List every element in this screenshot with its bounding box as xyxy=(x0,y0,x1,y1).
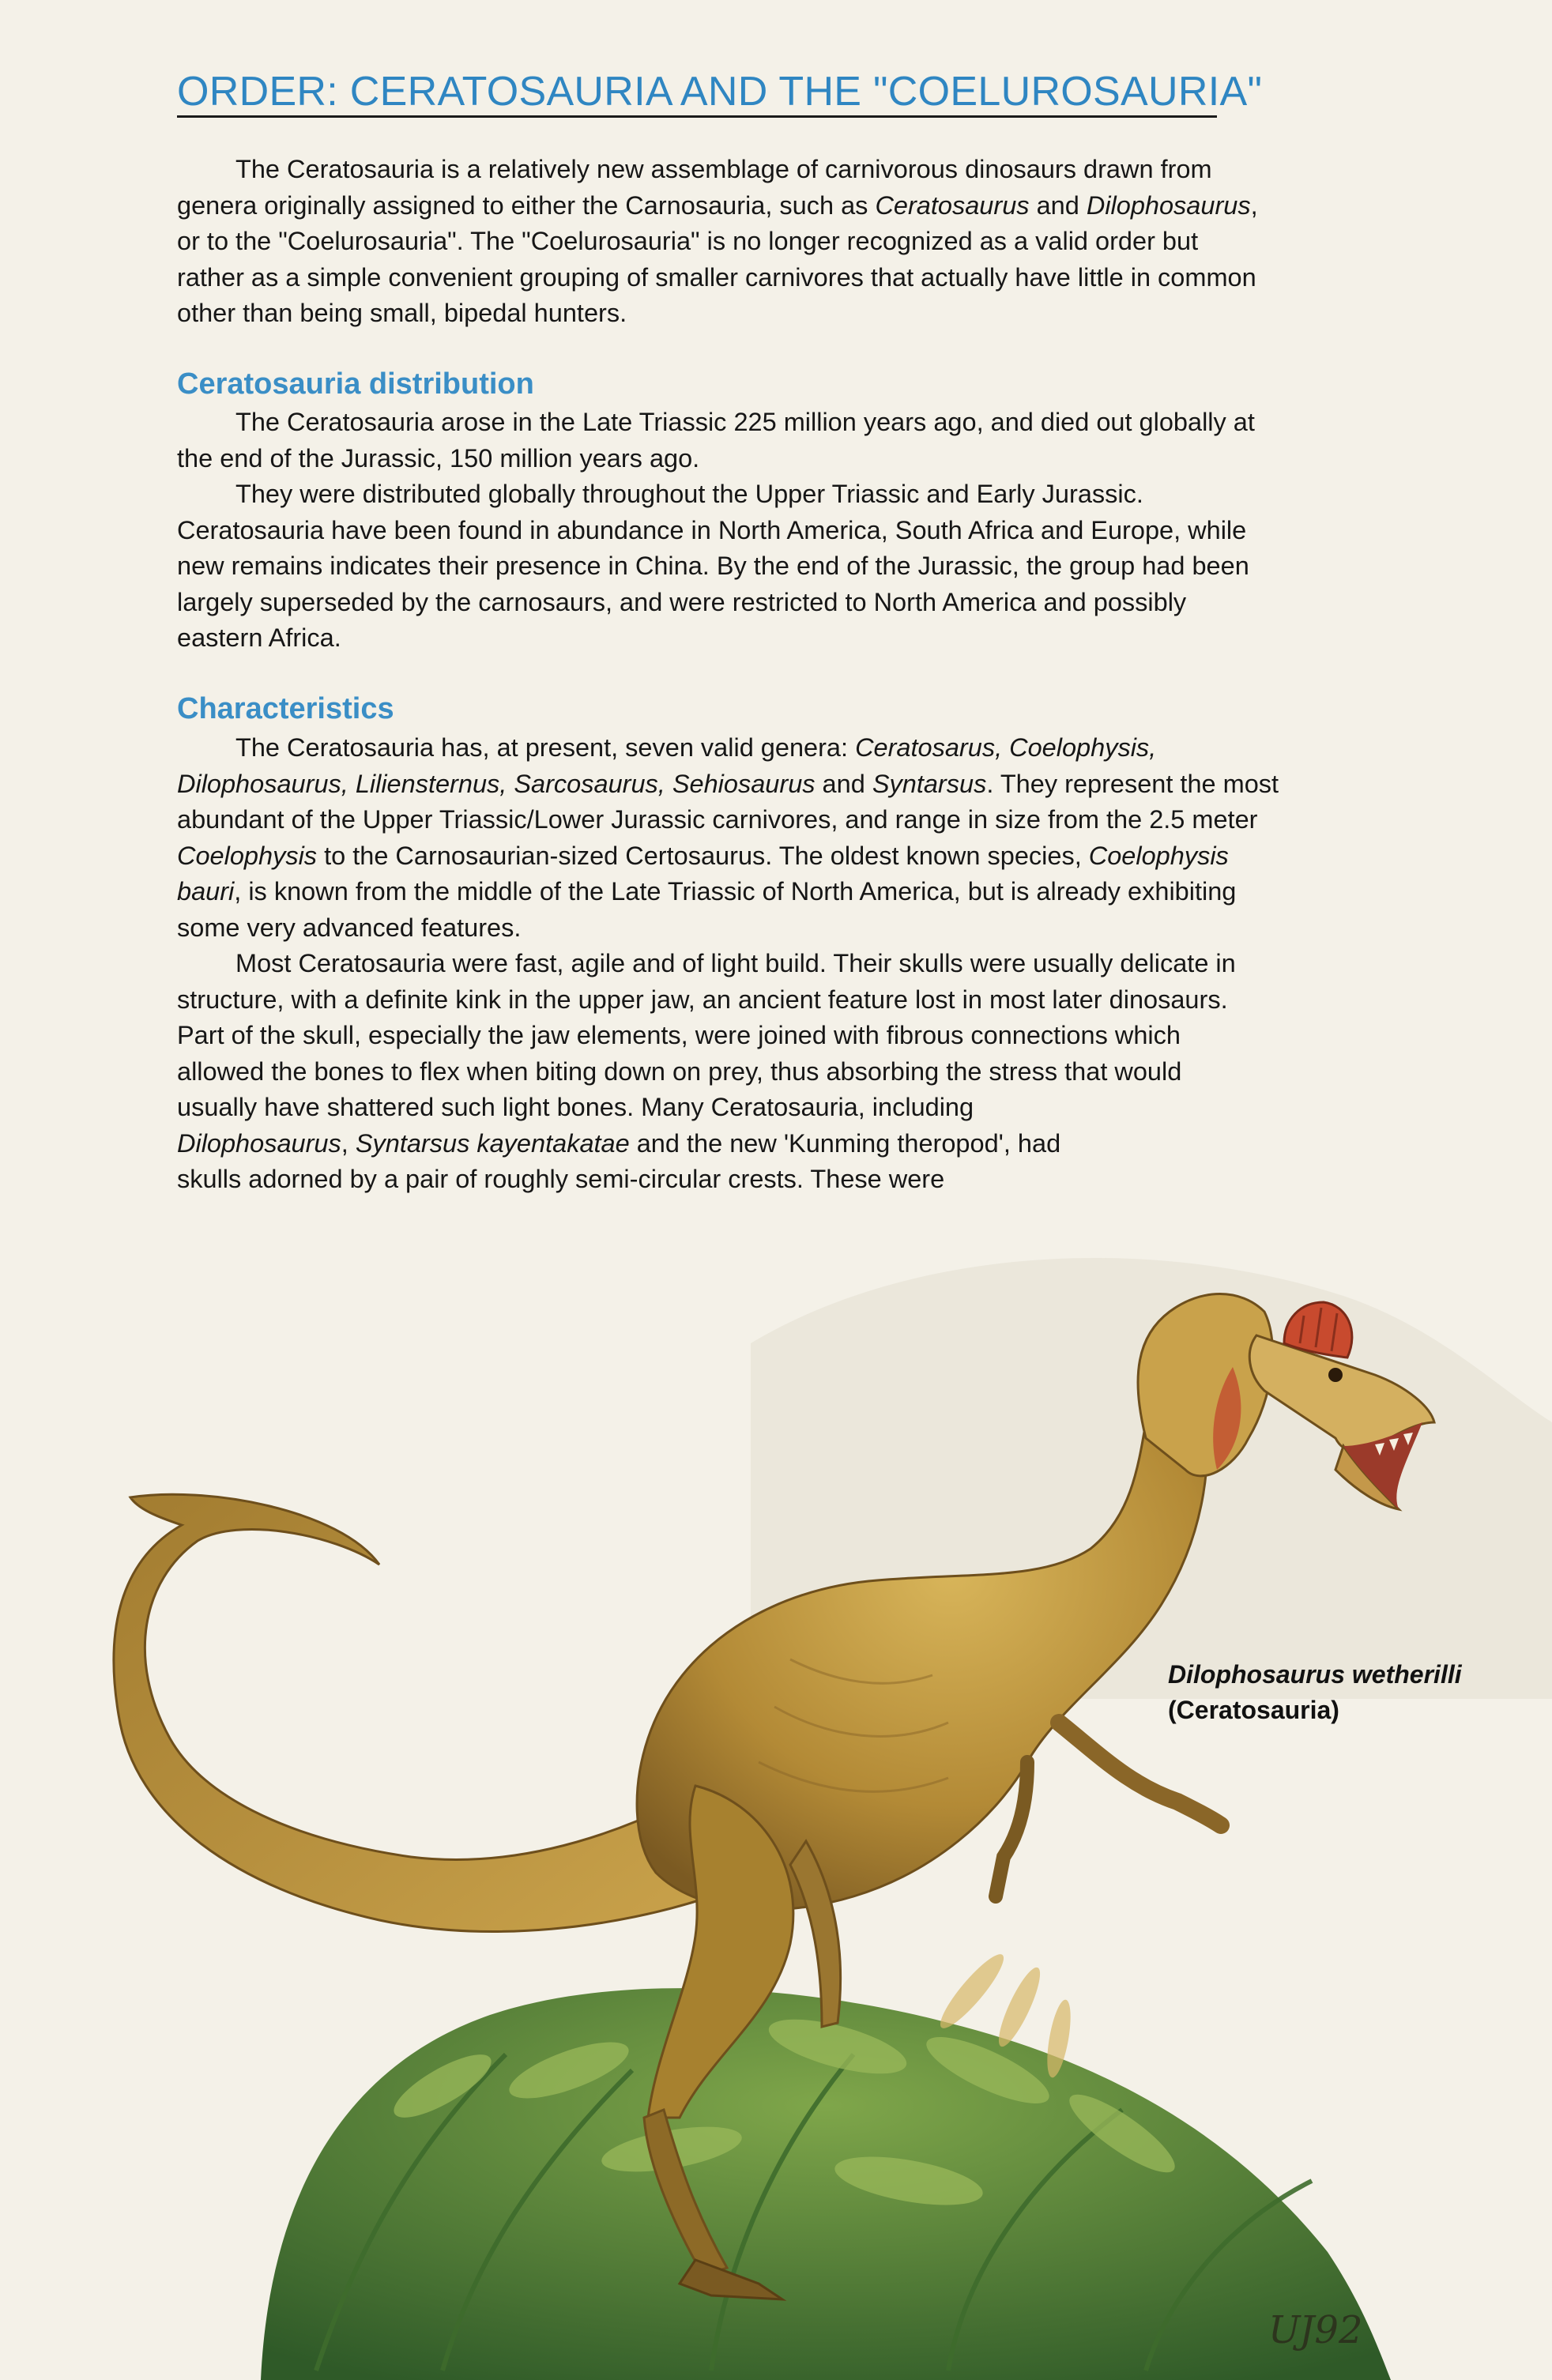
intro-line: or to the "Coelurosauria". The "Coelurosauria" is no longer recognized as a valid order but xyxy=(177,227,1199,255)
intro-line: other than being small, bipedal hunters. xyxy=(177,299,627,327)
intro-line: The Ceratosauria is a relatively new assemblage of carnivorous dinosaurs drawn from xyxy=(235,155,1212,183)
dilophosaurus-illustration xyxy=(0,1185,1552,2380)
characteristics-line: skulls adorned by a pair of roughly semi-circular crests. These were xyxy=(177,1165,945,1193)
dinosaur-arm-front xyxy=(1059,1723,1221,1825)
distribution-line: new remains indicates their presence in China. By the end of the Jurassic, the group had been xyxy=(177,552,1249,580)
characteristics-text xyxy=(177,730,1489,1198)
distribution-line: eastern Africa. xyxy=(177,623,341,652)
intro-line: genera originally assigned to either the Carnosauria, such as Ceratosaurus and Dilophosaurus, xyxy=(177,190,1258,220)
distribution-line: the end of the Jurassic, 150 million years ago. xyxy=(177,443,700,473)
distribution-line: They were distributed globally throughout the Upper Triassic and Early Jurassic. xyxy=(235,480,1143,508)
caption-species: Dilophosaurus wetherilli xyxy=(1168,1660,1462,1689)
characteristics-line: Coelophysis to the Carnosaurian-sized Certosaurus. The oldest known species, Coelophysis xyxy=(177,841,1229,870)
section-heading-distribution: Ceratosauria distribution xyxy=(177,367,534,401)
figure-caption xyxy=(1168,1657,1539,1728)
characteristics-line: some very advanced features. xyxy=(177,913,522,942)
distribution-text xyxy=(177,405,1489,657)
artist-signature: UJ92 xyxy=(1268,2308,1363,2352)
characteristics-line: allowed the bones to flex when biting down on prey, thus absorbing the stress that would xyxy=(177,1056,1182,1086)
distribution-line: largely superseded by the carnosaurs, and were restricted to North America and possibly xyxy=(177,587,1187,616)
characteristics-line: bauri, is known from the middle of the Late Triassic of North America, but is already exhibiting xyxy=(177,877,1237,906)
dinosaur-eye xyxy=(1328,1368,1343,1382)
characteristics-line: Dilophosaurus, Syntarsus kayentakatae and the new 'Kunming theropod', had xyxy=(177,1128,1061,1158)
section-heading-characteristics: Characteristics xyxy=(177,692,394,725)
characteristics-line: The Ceratosauria has, at present, seven valid genera: Ceratosarus, Coelophysis, xyxy=(235,733,1157,762)
characteristics-line: Part of the skull, especially the jaw elements, were joined with fibrous connections which xyxy=(177,1021,1181,1049)
characteristics-line: Dilophosaurus, Liliensternus, Sarcosaurus, Sehiosaurus and Syntarsus. They represent the most xyxy=(177,769,1279,798)
characteristics-line: structure, with a definite kink in the upper jaw, an ancient feature lost in most later dinosaurs. xyxy=(177,985,1228,1014)
characteristics-line: abundant of the Upper Triassic/Lower Jurassic carnivores, and range in size from the 2.5 meter xyxy=(177,805,1258,834)
characteristics-line: Most Ceratosauria were fast, agile and of light build. Their skulls were usually delicate in xyxy=(235,949,1236,977)
distribution-line: Ceratosauria have been found in abundance in North America, South Africa and Europe, while xyxy=(177,515,1247,544)
intro-paragraph xyxy=(177,152,1489,332)
dinosaur-tail xyxy=(114,1494,711,1931)
distribution-line: The Ceratosauria arose in the Late Triassic 225 million years ago, and died out globally at xyxy=(235,408,1255,436)
page-title: ORDER: CERATOSAURIA AND THE "COELUROSAURIA" xyxy=(177,69,1263,115)
intro-line: rather as a simple convenient grouping of smaller carnivores that actually have little in common xyxy=(177,262,1256,292)
title-underline xyxy=(177,115,1217,118)
caption-group: (Ceratosauria) xyxy=(1168,1696,1339,1724)
characteristics-line: usually have shattered such light bones. Many Ceratosauria, including xyxy=(177,1093,974,1121)
